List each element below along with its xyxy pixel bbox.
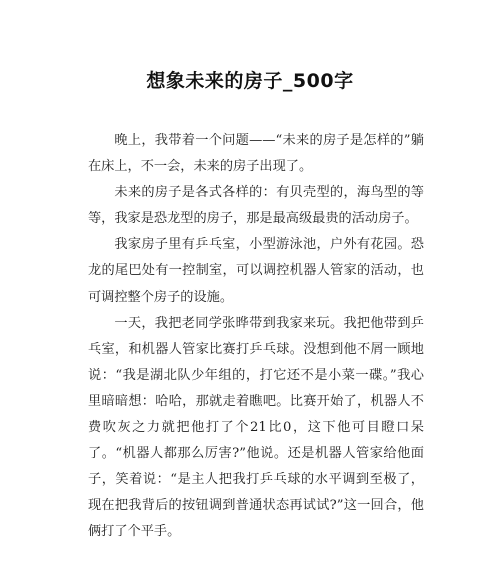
- document-body: [88, 128, 424, 546]
- document-title: 想象未来的房子_500字: [146, 70, 354, 92]
- paragraph-3: 我家房子里有乒乓室，小型游泳池，户外有花园。恐龙的尾巴处有一控制室，可以调控机器人管家的活动，也可调控整个房子的设施。: [88, 237, 424, 305]
- paragraph-2: 未来的房子是各式各样的：有贝壳型的，海鸟型的等等，我家是恐龙型的房子，那是最高级最贵的活动房子。: [88, 185, 424, 227]
- paragraph-4: 一天，我把老同学张晔带到我家来玩。我把他带到乒乓室，和机器人管家比赛打乒乓球。没想到他不屑一顾地说：“我是湖北队少年组的，打它还不是小菜一碟。”我心里暗暗想：哈哈，那就走着瞧吧。比赛开始了，机器人不费吹灰之力就把他打了个21比0，这下他可目瞪口呆了。“机器人都那么厉害?”他说。还是机器人管家给他面子，笑着说：“是主人把我打乒乓球的水平调到至极了，现在把我背后的按钮调到普通状态再试试?”这一回合，他俩打了个平手。: [88, 315, 424, 540]
- paragraph-1: 晚上，我带着一个问题——“未来的房子是怎样的”躺在床上，不一会，未来的房子出现了。: [88, 133, 424, 175]
